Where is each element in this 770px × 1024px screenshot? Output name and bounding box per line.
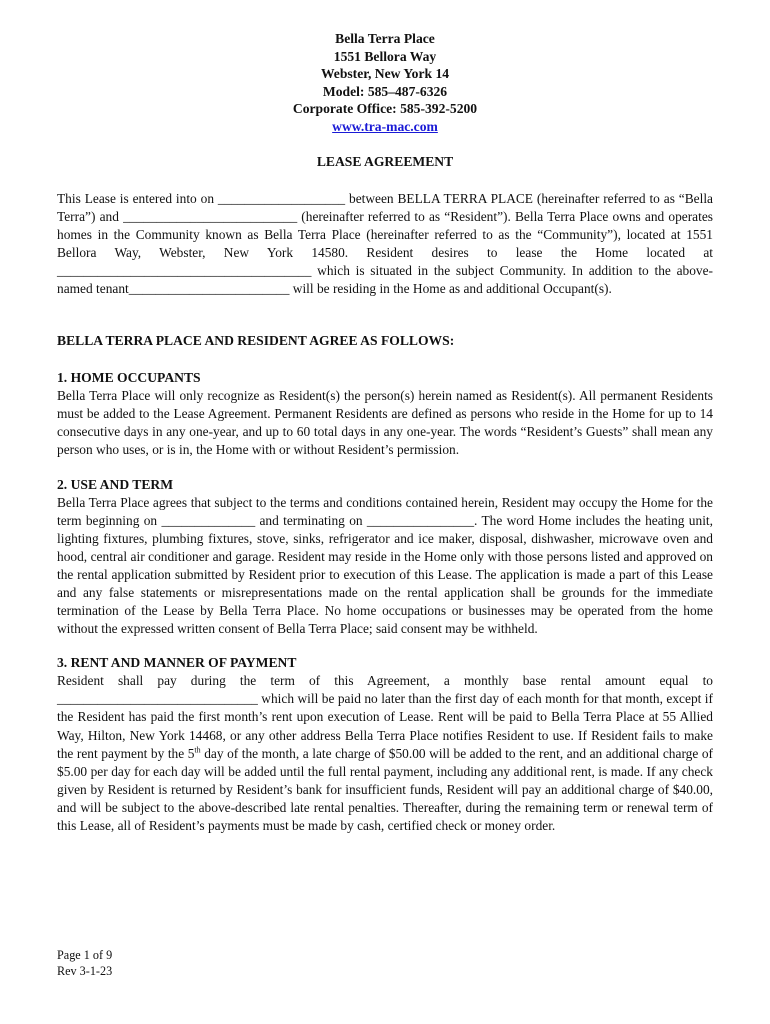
ordinal-superscript: th [194,745,201,755]
address-line-2: Webster, New York 14 [320,66,450,82]
address-line-1: 1551 Bellora Way [333,48,437,64]
website-link[interactable]: www.tra-mac.com [332,118,438,134]
section-3-body-part-2: day of the month, a late charge of $50.00 will be added to the rent, and an additional charge of $5.00 per day for each day will be added until the full rental payment, including any additional rent, is made. If any check given by Resident is returned by Resident’s bank for insufficient funds, Resident will pay an additional charge of $40.00, and will be subject to the above-described late rental penalties. Thereafter, during the remaining term or renewal term of this Lease, all of Resident’s payments must be made by cash, certified check or money order. [57,745,713,833]
page-number: Page 1 of 9 [57,948,113,962]
page-footer [57,948,112,979]
intro-paragraph: This Lease is entered into on ___________________ between BELLA TERRA PLACE (hereinafter referred to as “Bella Terra”) and __________________________ (hereinafter referred to as “Resident”). Bella Terra Place owns and operates homes in the Community known as Bella Terra Place (hereinafter referred to as the “Community”), located at 1551 Bellora Way, Webster, New York 14580. Resident desires to lease the Home located at ______________________________________ which is situated in the subject Community. In addition to the above-named tenant________________________ will be residing in the Home as and additional Occupant(s). [57,190,713,297]
section-2-heading: 2. USE AND TERM [57,476,174,492]
agree-heading: BELLA TERRA PLACE AND RESIDENT AGREE AS FOLLOWS: [57,333,455,349]
section-1-heading: 1. HOME OCCUPANTS [57,370,201,386]
corporate-phone: Corporate Office: 585-392-5200 [292,101,478,117]
document-title: LEASE AGREEMENT [316,153,454,169]
section-3-body-part-1: Resident shall pay during the term of this Agreement, a monthly base rental amount equal to ______________________________ which will be paid no later than the first day of each month for that month, except if the Resident has paid the first month’s rent upon execution of Lease. Rent will be paid to Bella Terra Place at 55 Allied Way, Hilton, New York 14468, or any other address Bella Terra Place notifies Resident to use. If Resident fails to make the rent payment by the 5 [57,673,713,761]
model-phone: Model: 585–487-6326 [322,83,448,99]
section-3-body [57,672,713,835]
letterhead [57,30,713,136]
section-3-heading: 3. RENT AND MANNER OF PAYMENT [57,655,297,671]
lease-page [57,30,713,835]
revision: Rev 3-1-23 [57,963,113,978]
company-name: Bella Terra Place [335,31,435,46]
section-2-body: Bella Terra Place agrees that subject to the terms and conditions contained herein, Resident may occupy the Home for the term beginning on ______________ and terminating on ________________. The word Home includes the heating unit, lighting fixtures, plumbing fixtures, stove, sinks, refrigerator and ice maker, disposal, dishwasher, microwave oven and hood, central air conditioner and garage. Resident may reside in the Home only with those persons listed and approved on the rental application submitted by Resident prior to execution of this Lease. The application is made a part of this Lease and any false statements or misrepresentations made on the rental application shall be grounds for the immediate termination of the Lease by Bella Terra Place. No home occupations or businesses may be operated from the home without the expressed written consent of Bella Terra Place; said consent may be withheld. [57,494,713,637]
section-1-body: Bella Terra Place will only recognize as Resident(s) the person(s) herein named as Resident(s). All permanent Residents must be added to the Lease Agreement. Permanent Residents are defined as persons who reside in the Home for up to 14 consecutive days in any one-year, and up to 60 total days in any one-year. The words “Resident’s Guests” shall mean any person who uses, or is in, the Home with or without Resident’s permission. [57,388,713,458]
